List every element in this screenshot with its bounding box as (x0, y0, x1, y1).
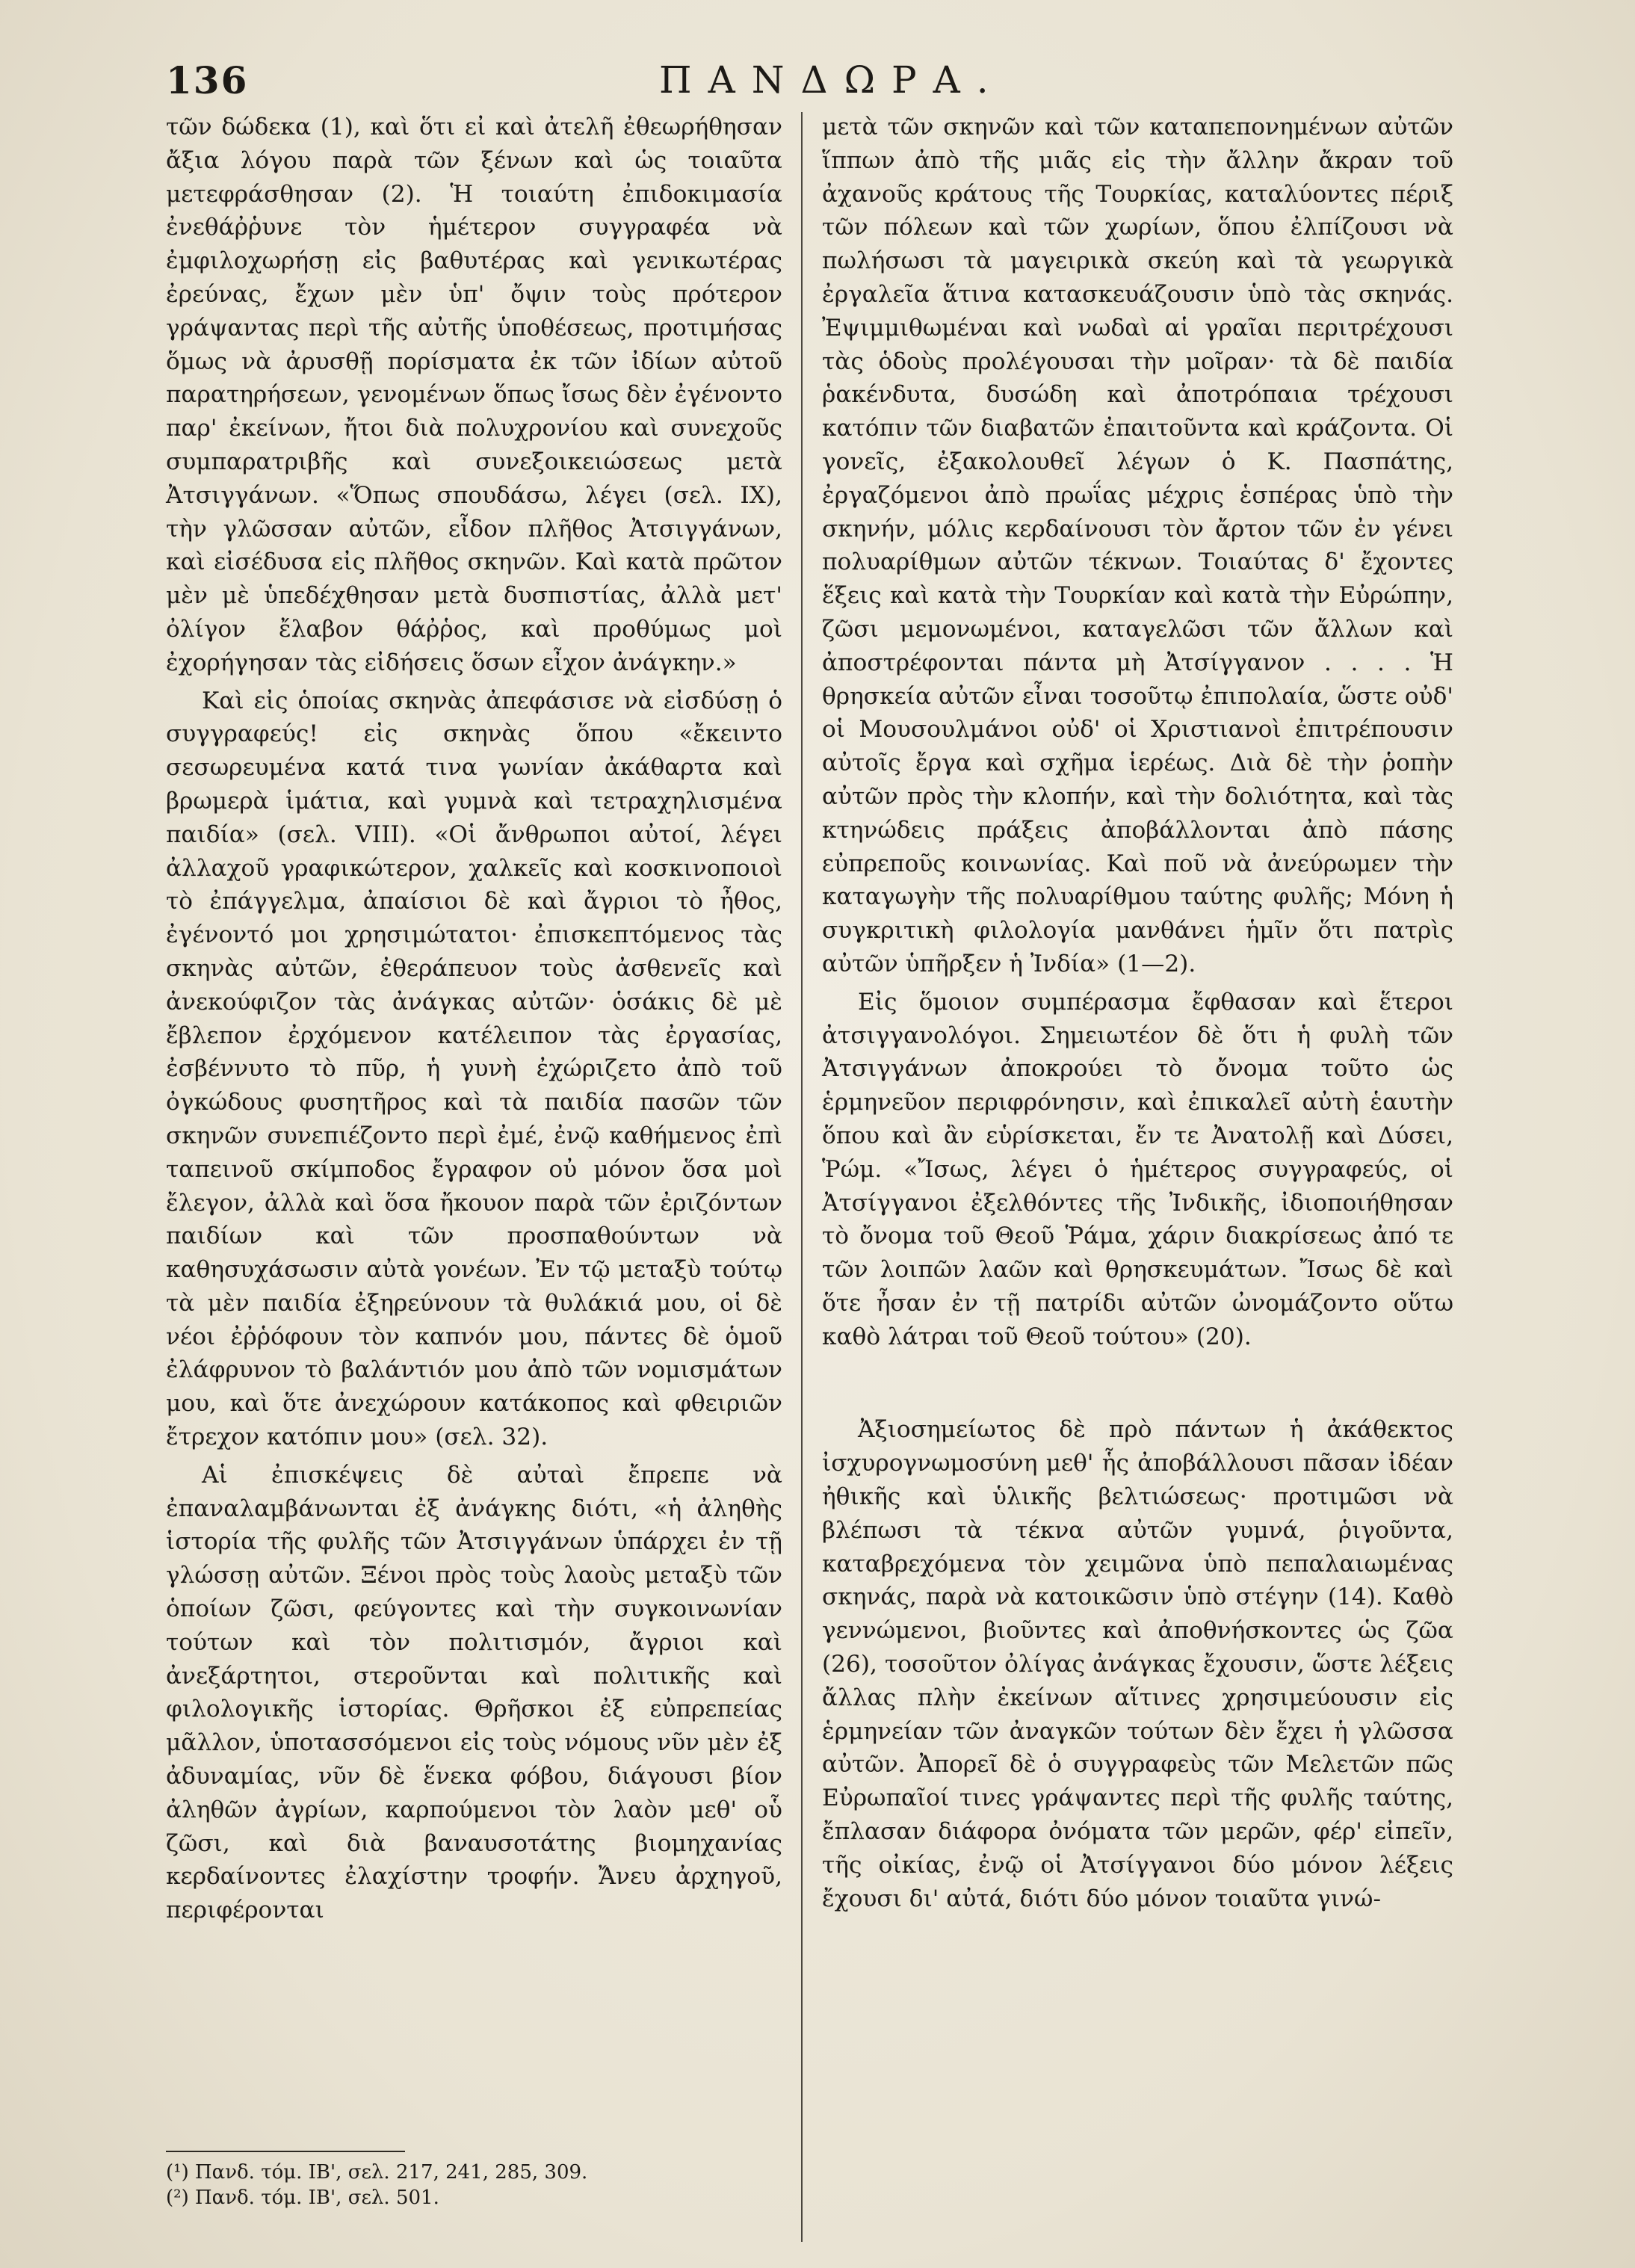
footnote: (¹) Πανδ. τόμ. ΙΒ', σελ. 217, 241, 285, 309. (166, 2161, 588, 2184)
left-column (166, 111, 782, 2061)
paragraph: Εἰς ὅμοιον συμπέρασμα ἔφθασαν καὶ ἕτεροι ἀτσιγγανολόγοι. Σημειωτέον δὲ ὅτι ἡ φυλὴ τῶν Ἀτσιγγάνων ἀποκρούει τὸ ὄνομα τοῦτο ὡς ἑρμηνεῦον περιφρόνησιν, καὶ ἐπικαλεῖ αὐτὴ ἑαυτὴν ὅπου καὶ ἂν εὑρίσκεται, ἔν τε Ἀνατολῇ καὶ Δύσει, Ῥώμ. «Ἴσως, λέγει ὁ ἡμέτερος συγγραφεύς, οἱ Ἀτσίγγανοι ἐξελθόντες τῆς Ἰνδικῆς, ἰδιοποιήθησαν τὸ ὄνομα τοῦ Θεοῦ Ῥάμα, χάριν διακρίσεως ἀπό τε τῶν λοιπῶν λαῶν καὶ θρησκευμάτων. Ἴσως δὲ καὶ ὅτε ἦσαν ἐν τῇ πατρίδι αὐτῶν ὠνομάζοντο οὕτω καθὸ λάτραι τοῦ Θεοῦ τούτου» (20). (822, 988, 1453, 1350)
footnote-divider (166, 2151, 405, 2152)
column-divider (801, 112, 803, 2242)
paragraph: τῶν δώδεκα (1), καὶ ὅτι εἰ καὶ ἀτελῆ ἐθεωρήθησαν ἄξια λόγου παρὰ τῶν ξένων καὶ ὡς τοιαῦτα μετεφράσθησαν (2). Ἡ τοιαύτη ἐπιδοκιμασία ἐνεθάῤῥυνε τὸν ἡμέτερον συγγραφέα νὰ ἐμφιλοχωρήσῃ εἰς βαθυτέρας καὶ γενικωτέρας ἐρεύνας, ἔχων μὲν ὑπ' ὄψιν τοὺς πρότερον γράψαντας περὶ τῆς αὐτῆς ὑποθέσεως, προτιμήσας ὅμως νὰ ἀρυσθῇ πορίσματα ἐκ τῶν ἰδίων αὐτοῦ παρατηρήσεων, γενομένων ὅπως ἴσως δὲν ἐγένοντο παρ' ἐκείνων, ἤτοι διὰ πολυχρονίου καὶ συνεχοῦς συμπαρατριβῆς καὶ συνεξοικειώσεως μετὰ Ἀτσιγγάνων. «Ὅπως σπουδάσω, λέγει (σελ. IX), τὴν γλῶσσαν αὐτῶν, εἶδον πλῆθος Ἀτσιγγάνων, καὶ εἰσέδυσα εἰς πλῆθος σκηνῶν. Καὶ κατὰ πρῶτον μὲν μὲ ὑπεδέχθησαν μετὰ δυσπιστίας, ἀλλὰ μετ' ὀλίγον ἔλαβον θάῤῥος, καὶ προθύμως μοὶ ἐχορήγησαν τὰς εἰδήσεις ὅσων εἶχον ἀνάγκην.» (166, 114, 782, 676)
paragraph: Καὶ εἰς ὁποίας σκηνὰς ἀπεφάσισε νὰ εἰσδύσῃ ὁ συγγραφεύς! εἰς σκηνὰς ὅπου «ἔκειντο σεσωρευμένα κατά τινα γωνίαν ἀκάθαρτα καὶ βρωμερὰ ἱμάτια, καὶ γυμνὰ καὶ τετραχηλισμένα παιδία» (σελ. VIII). «Οἱ ἄνθρωποι αὐτοί, λέγει ἀλλαχοῦ γραφικώτερον, χαλκεῖς καὶ κοσκινοποιοὶ τὸ ἐπάγγελμα, ἀπαίσιοι δὲ καὶ ἄγριοι τὸ ἦθος, ἐγένοντό μοι χρησιμώτατοι· ἐπισκεπτόμενος τὰς σκηνὰς αὐτῶν, ἐθεράπευον τοὺς ἀσθενεῖς καὶ ἀνεκούφιζον τὰς ἀνάγκας αὐτῶν· ὁσάκις δὲ μὲ ἔβλεπον ἐρχόμενον κατέλειπον τὰς ἐργασίας, ἐσβέννυτο τὸ πῦρ, ἡ γυνὴ ἐχώριζετο ἀπὸ τοῦ ὀγκώδους φυσητῆρος καὶ τὰ παιδία πασῶν τῶν σκηνῶν συνεπιέζοντο περὶ ἐμέ, ἐνῷ καθήμενος ἐπὶ ταπεινοῦ σκίμποδος ἔγραφον οὐ μόνον ὅσα μοὶ ἔλεγον, ἀλλὰ καὶ ὅσα ἤκουον παρὰ τῶν ἐριζόντων παιδίων καὶ τῶν προσπαθούντων νὰ καθησυχάσωσιν αὐτὰ γονέων. Ἐν τῷ μεταξὺ τούτῳ τὰ μὲν παιδία ἐξηρεύνουν τὰ θυλάκιά μου, οἱ δὲ νέοι ἐῤῥόφουν τὸν καπνόν μου, πάντες δὲ ὁμοῦ ἐλάφρυνον τὸ βαλάντιόν μου ἀπὸ τῶν νομισμάτων μου, καὶ ὅτε ἀνεχώρουν κατάκοπος καὶ φθειριῶν ἔτρεχον κατόπιν μου» (σελ. 32). (166, 687, 782, 1451)
footnote: (²) Πανδ. τόμ. ΙΒ', σελ. 501. (166, 2187, 439, 2209)
footnotes (166, 2160, 779, 2210)
paragraph: Ἀξιοσημείωτος δὲ πρὸ πάντων ἡ ἀκάθεκτος ἰσχυρογνωμοσύνη μεθ' ἧς ἀποβάλλουσι πᾶσαν ἰδέαν ἠθικῆς καὶ ὑλικῆς βελτιώσεως· προτιμῶσι νὰ βλέπωσι τὰ τέκνα αὐτῶν γυμνά, ῥιγοῦντα, καταβρεχόμενα τὸν χειμῶνα ὑπὸ πεπαλαιωμένας σκηνάς, παρὰ νὰ κατοικῶσιν ὑπὸ στέγην (14). Καθὸ γεννώμενοι, βιοῦντες καὶ ἀποθνήσκοντες ὡς ζῶα (26), τοσοῦτον ὀλίγας ἀνάγκας ἔχουσιν, ὥστε λέξεις ἄλλας πλὴν ἐκείνων αἵτινες χρησιμεύουσιν εἰς ἑρμηνείαν τῶν ἀναγκῶν τούτων δὲν ἔχει ἡ γλῶσσα αὐτῶν. Ἀπορεῖ δὲ ὁ συγγραφεὺς τῶν Μελετῶν πῶς Εὐρωπαῖοί τινες γράψαντες περὶ τῆς φυλῆς ταύτης, ἔπλασαν διάφορα ὀνόματα τῶν μερῶν, φέρ' εἰπεῖν, τῆς οἰκίας, ἐνῷ οἱ Ἀτσίγγανοι δύο μόνον λέξεις ἔχουσι δι' αὐτά, διότι δύο μόνον τοιαῦτα γινώ- (822, 1416, 1453, 1912)
page-number: 136 (166, 58, 249, 102)
paragraph: μετὰ τῶν σκηνῶν καὶ τῶν καταπεπονημένων αὐτῶν ἵππων ἀπὸ τῆς μιᾶς εἰς τὴν ἄλλην ἄκραν τοῦ ἀχανοῦς κράτους τῆς Τουρκίας, καταλύοντες πέριξ τῶν πόλεων καὶ τῶν χωρίων, ὅπου ἐλπίζουσι νὰ πωλήσωσι τὰ μαγειρικὰ σκεύη καὶ τὰ γεωργικὰ ἐργαλεῖα ἅτινα κατασκευάζουσιν ὑπὸ τὰς σκηνάς. Ἐψιμμιθωμέναι καὶ νωδαὶ αἱ γραῖαι περιτρέχουσι τὰς ὁδοὺς προλέγουσαι τὴν μοῖραν· τὰ δὲ παιδία ῥακένδυτα, δυσώδη καὶ ἀποτρόπαια τρέχουσι κατόπιν τῶν διαβατῶν ἐπαιτοῦντα καὶ κράζοντα. Οἱ γονεῖς, ἐξακολουθεῖ λέγων ὁ Κ. Πασπάτης, ἐργαζόμενοι ἀπὸ πρωΐας μέχρις ἑσπέρας ὑπὸ τὴν σκηνήν, μόλις κερδαίνουσι τὸν ἄρτον τῶν ἐν γένει πολυαρίθμων αὐτῶν τέκνων. Τοιαύτας δ' ἔχοντες ἕξεις καὶ κατὰ τὴν Τουρκίαν καὶ κατὰ τὴν Εὐρώπην, ζῶσι μεμονωμένοι, καταγελῶσι τῶν ἄλλων καὶ ἀποστρέφονται πάντα μὴ Ἀτσίγγανον . . . . Ἡ θρησκεία αὐτῶν εἶναι τοσοῦτῳ ἐπιπολαία, ὥστε οὐδ' οἱ Μουσουλμάνοι οὐδ' οἱ Χριστιανοὶ ἐπιτρέπουσιν αὐτοῖς ἔργα καὶ σχῆμα ἱερέως. Διὰ δὲ τὴν ῥοπὴν αὐτῶν πρὸς τὴν κλοπήν, καὶ τὴν δολιότητα, καὶ τὰς κτηνώδεις πράξεις ἀποβάλλονται ἀπὸ πάσης εὐπρεποῦς κοινωνίας. Καὶ ποῦ νὰ ἀνεύρωμεν τὴν καταγωγὴν τῆς πολυαρίθμου ταύτης φυλῆς; Μόνη ἡ συγκριτικὴ φιλολογία μανθάνει ἡμῖν ὅτι πατρὶς αὐτῶν ὑπῆρξεν ἡ Ἰνδία» (1—2). (822, 114, 1453, 977)
paragraph: Αἱ ἐπισκέψεις δὲ αὐταὶ ἔπρεπε νὰ ἐπαναλαμβάνωνται ἐξ ἀνάγκης διότι, «ἡ ἀληθὴς ἱστορία τῆς φυλῆς τῶν Ἀτσιγγάνων ὑπάρχει ἐν τῇ γλώσσῃ αὐτῶν. Ξένοι πρὸς τοὺς λαοὺς μεταξὺ τῶν ὁποίων ζῶσι, φεύγοντες καὶ τὴν συγκοινωνίαν τούτων καὶ τὸν πολιτισμόν, ἄγριοι καὶ ἀνεξάρτητοι, στεροῦνται καὶ πολιτικῆς καὶ φιλολογικῆς ἱστορίας. Θρῆσκοι ἐξ εὐπρεπείας μᾶλλον, ὑποτασσόμενοι εἰς τοὺς νόμους νῦν μὲν ἐξ ἀδυναμίας, νῦν δὲ ἕνεκα φόβου, διάγουσι βίον ἀληθῶν ἀγρίων, καρπούμενοι τὸν λαὸν μεθ' οὗ ζῶσι, καὶ διὰ βαναυσοτάτης βιομηχανίας κερδαίνοντες ἐλαχίστην τροφήν. Ἄνευ ἀρχηγοῦ, περιφέρονται (166, 1461, 782, 1924)
right-column (822, 111, 1453, 2061)
running-title: ΠΑΝΔΩΡΑ. (659, 58, 1005, 102)
page-header (166, 58, 1451, 111)
